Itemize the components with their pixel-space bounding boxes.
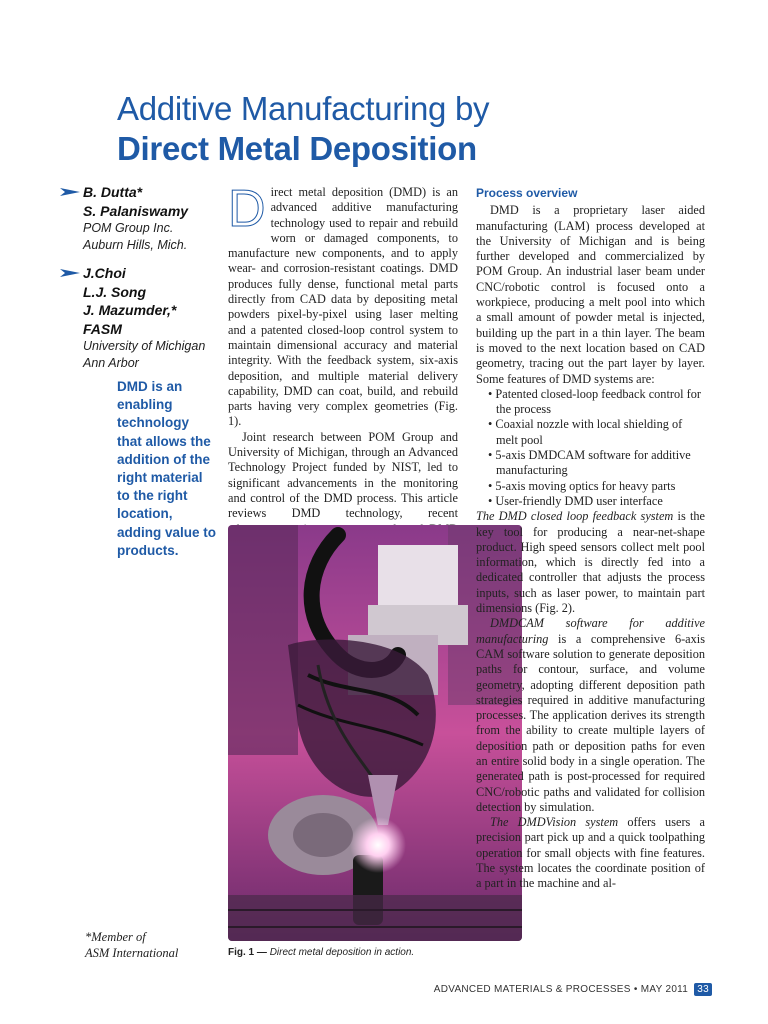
arrow-right-icon xyxy=(60,268,80,278)
figure-caption xyxy=(228,947,414,958)
arrow-right-icon xyxy=(60,187,80,197)
footer-bullet: • xyxy=(633,984,638,995)
list-item: • 5-axis moving optics for heavy parts xyxy=(488,478,676,493)
pull-quote: DMD is an enabling technology that allows the addition of the right material to the right location, adding value to products. xyxy=(117,379,217,558)
drop-cap: D xyxy=(228,180,266,238)
author-name: S. Palaniswamy xyxy=(83,202,189,219)
body-column-1 xyxy=(228,180,458,552)
author-name: B. Dutta* xyxy=(83,184,143,200)
footnote-member xyxy=(85,930,178,961)
body-column-2 xyxy=(476,186,705,892)
emphasis: The DMDVision system xyxy=(490,815,619,830)
figure-label: Fig. 1 — xyxy=(228,947,267,958)
list-item: • 5-axis DMDCAM software for additive manufacturing xyxy=(488,448,691,478)
author-block xyxy=(60,183,220,382)
figure-caption-text: Direct metal deposition in action. xyxy=(269,947,415,958)
footnote-line: ASM International xyxy=(85,945,179,960)
author-name: J.Choi xyxy=(83,265,126,281)
journal-name: ADVANCED MATERIALS & PROCESSES xyxy=(433,984,631,995)
body-paragraph: Joint research between POM Group and University of Michigan, through an Advanced Technology Project funded by NIST, led to significant advancements in the monitoring and control of the DMD process. This article reviews DMD technology, recent xyxy=(228,429,458,521)
author-group-pom xyxy=(60,183,220,254)
paragraph-text: is a comprehensive 6-axis CAM software solution to generate deposition paths for contour, surface, and volume geometry, adopting different deposition path strategies required in additive manufacturing processes. The application derives its strength from the ability to create multiple layers of deposition path or deposition paths for even an entire solid body in a single operation. The generated path is post-processed for required CNC/robotic paths and validated for collision detection by simulation. xyxy=(476,631,705,814)
list-item-text: Coaxial nozzle with local shielding of melt pool xyxy=(495,417,683,447)
footnote-line: *Member of xyxy=(85,930,146,944)
author-name: L.J. Song xyxy=(83,283,146,300)
list-item: • Coaxial nozzle with local shielding of melt pool xyxy=(488,417,683,447)
intro-text: irect metal deposition (DMD) is an advanced additive manufacturing technology used to repair and rebuild worn or damaged components, to manufacture new components, and to apply wear- and corrosion-resistant coatings. DMD produces fully dense, functional metal parts directly from CAD data by depositing metal powders pixel-by-pixel using laser melting and a patented closed-loop control system to maintain dimensional accuracy and material integrity. With the feedback system, six-axis deposition, and multiple material delivery capability, DMD can coat, build, and rebuild parts having very complex geometries (Fig. 1). xyxy=(228,185,458,429)
list-item-text: User-friendly DMD user interface xyxy=(495,493,663,508)
intro-paragraph xyxy=(228,180,458,430)
body-paragraph: DMD is a proprietary laser aided manufacturing (LAM) process developed at the University of Michigan and is being further developed and commercialized by POM Group. An industrial laser beam under CNC/robotic control is focused onto a workpiece, producing a melt pool into which a small amount of powder metal is injected, building up the part in a thin layer. The beam is moved to the next location based on CAD geometry, tracing out the part layer by layer. Some features of DMD systems are: xyxy=(476,203,705,386)
author-affiliation: Ann Arbor xyxy=(83,356,139,370)
author-group-umich xyxy=(60,264,220,372)
paragraph-text: offers users a precision part pick up and a quick toolpathing operation for small objects with fine features. The system locates the coordinate position of a part in the machine and al- xyxy=(476,815,705,891)
list-item: • User-friendly DMD user interface xyxy=(488,493,663,508)
author-affiliation: Auburn Hills, Mich. xyxy=(83,238,188,252)
author-affiliation: POM Group Inc. xyxy=(83,221,174,235)
author-affiliation: University of Michigan xyxy=(83,339,206,353)
author-name: FASM xyxy=(83,320,122,337)
list-item-text: 5-axis DMDCAM software for additive manufacturing xyxy=(495,448,691,478)
section-heading: Process overview xyxy=(476,186,578,200)
feature-list xyxy=(476,387,705,509)
issue-date: MAY 2011 xyxy=(640,984,689,995)
body-paragraph xyxy=(476,509,705,616)
page-footer xyxy=(434,983,712,996)
list-item-text: Patented closed-loop feedback control for the process xyxy=(495,386,701,417)
body-paragraph xyxy=(476,815,705,891)
article-title-line2: Direct Metal Deposition xyxy=(117,130,477,167)
emphasis: The DMD closed loop feedback system xyxy=(476,509,674,524)
page-number: 33 xyxy=(694,983,712,996)
article-title-line1: Additive Manufacturing by xyxy=(117,90,490,127)
author-name: J. Mazumder,* xyxy=(83,302,177,318)
list-item: • Patented closed-loop feedback control for the process xyxy=(488,386,701,417)
body-paragraph xyxy=(476,616,705,815)
paragraph-text: is the key tool for producing a near-net-shape product. High speed sensors collect melt pool information, which is directly fed into a dedicated controller that adjusts the process inputs, such as laser power, to maintain part dimensions (Fig. 2). xyxy=(476,509,705,616)
emphasis: DMDCAM software for additive manufacturing xyxy=(476,616,705,646)
list-item-text: 5-axis moving optics for heavy parts xyxy=(495,478,676,493)
